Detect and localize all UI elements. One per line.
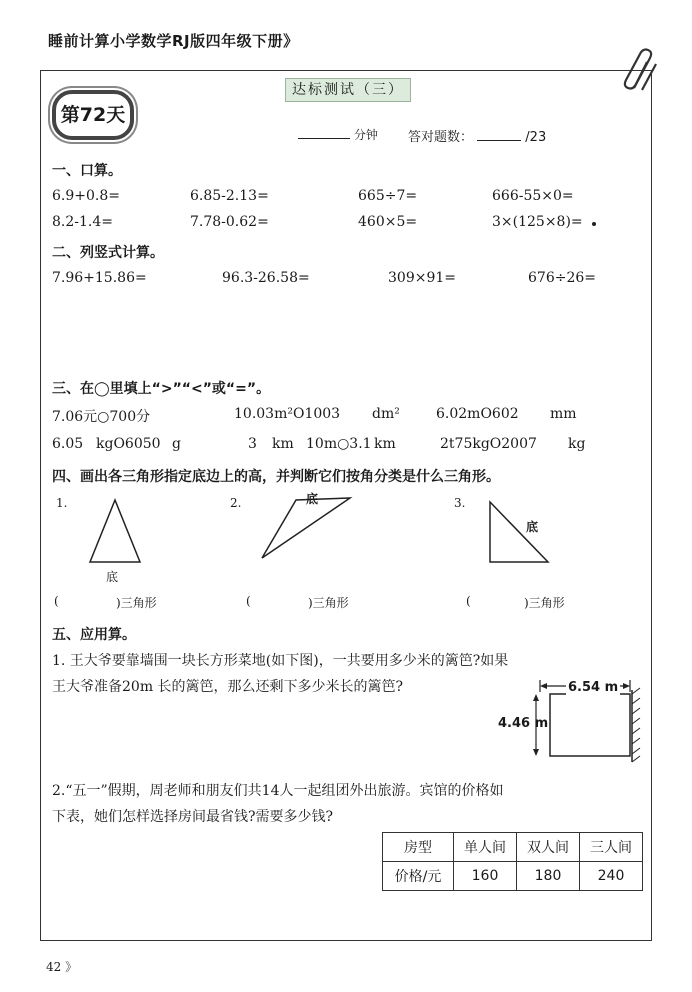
table-header: 双人间 — [517, 833, 580, 862]
table-header: 三人间 — [580, 833, 643, 862]
vertical-item: 309×91= — [388, 270, 456, 286]
compare-unit: mm — [550, 406, 577, 422]
table-header: 单人间 — [454, 833, 517, 862]
triangle-label: 2. — [230, 496, 242, 510]
vertical-item: 7.96+15.86= — [52, 270, 147, 286]
test-title: 达标测试（三） — [285, 78, 411, 102]
table-cell: 180 — [517, 862, 580, 891]
section-2-title: 二、列竖式计算。 — [52, 245, 164, 261]
score-line — [408, 126, 546, 145]
oral-item: 665÷7= — [358, 188, 418, 204]
triangle-3 — [484, 498, 554, 568]
oral-item: 460×5= — [358, 214, 418, 230]
minutes-blank[interactable] — [298, 126, 350, 139]
oral-item: 6.85-2.13= — [190, 188, 269, 204]
compare-item: 10.03m²O1003 — [234, 406, 341, 422]
section-5-title: 五、应用算。 — [52, 627, 136, 643]
score-total: /23 — [525, 130, 547, 145]
table-row-label: 价格/元 — [383, 862, 454, 891]
day-badge — [52, 90, 134, 140]
oral-item: 8.2-1.4= — [52, 214, 113, 230]
compare-item: kgO6050 — [96, 436, 161, 452]
right-rule — [651, 70, 652, 940]
question-1-line-1: 1. 王大爷要靠墙围一块长方形菜地(如下图)，一共要用多少米的篱笆?如果 — [52, 653, 509, 669]
table-row — [383, 833, 643, 862]
page-number: 42 》 — [46, 960, 78, 974]
compare-item: 7.06元○700分 — [52, 409, 151, 425]
oral-item: 666-55×0= — [492, 188, 574, 204]
price-table — [382, 832, 643, 891]
answer-close: )三角形 — [116, 596, 157, 610]
answer-close: )三角形 — [308, 596, 349, 610]
section-4-title: 四、画出各三角形指定底边上的高，并判断它们按角分类是什么三角形。 — [52, 469, 500, 485]
dot-mark — [592, 222, 596, 226]
question-1-line-2: 王大爷准备20m 长的篱笆，那么还剩下多少米长的篱笆? — [52, 679, 404, 695]
oral-item: 7.78-0.62= — [190, 214, 269, 230]
compare-unit: dm² — [372, 406, 400, 422]
compare-item: 6.02mO602 — [436, 406, 519, 422]
triangle-label: 3. — [454, 496, 466, 510]
table-cell: 160 — [454, 862, 517, 891]
compare-item: 6.05 — [52, 436, 84, 452]
oral-item: 6.9+0.8= — [52, 188, 120, 204]
width-label: 6.54 m — [568, 680, 619, 695]
question-2-line-1: 2.“五一”假期，周老师和朋友们共14人一起组团外出旅游。宾馆的价格如 — [52, 783, 504, 799]
bottom-rule — [40, 940, 652, 941]
answer-close: )三角形 — [524, 596, 565, 610]
answer-open: ( — [466, 594, 471, 608]
section-3-title: 三、在◯里填上“>”“<”或“=”。 — [52, 381, 271, 397]
triangle-label: 1. — [56, 496, 68, 510]
day-label: 第72天 — [60, 104, 126, 126]
score-label: 答对题数： — [408, 130, 474, 145]
book-title: 睡前计算小学数学RJ版四年级下册》 — [48, 32, 299, 50]
compare-unit: km — [374, 436, 396, 452]
left-rule — [40, 70, 41, 940]
top-rule — [40, 70, 652, 71]
paperclip-icon — [620, 48, 660, 94]
minutes-line — [298, 126, 378, 143]
compare-unit: kg — [568, 436, 586, 452]
vertical-item: 676÷26= — [528, 270, 596, 286]
compare-item: 2t75kgO2007 — [440, 436, 537, 452]
compare-item: 3 — [248, 436, 257, 452]
table-row — [383, 862, 643, 891]
base-label: 底 — [106, 570, 119, 584]
compare-unit: km — [272, 436, 294, 452]
base-label: 底 — [306, 492, 319, 506]
section-1-title: 一、口算。 — [52, 163, 122, 179]
answer-open: ( — [246, 594, 251, 608]
table-cell: 240 — [580, 862, 643, 891]
answer-open: ( — [54, 594, 59, 608]
question-2-line-2: 下表，她们怎样选择房间最省钱?需要多少钱? — [52, 809, 334, 825]
compare-unit: g — [172, 436, 181, 452]
base-label: 底 — [526, 520, 539, 534]
table-header: 房型 — [383, 833, 454, 862]
height-label: 4.46 m — [498, 716, 549, 731]
score-blank[interactable] — [477, 128, 521, 141]
triangle-1 — [86, 496, 144, 566]
minutes-label: 分钟 — [353, 128, 378, 142]
compare-item: 10m○3.1 — [306, 436, 372, 452]
oral-item: 3×(125×8)= — [492, 214, 583, 230]
vertical-item: 96.3-26.58= — [222, 270, 310, 286]
